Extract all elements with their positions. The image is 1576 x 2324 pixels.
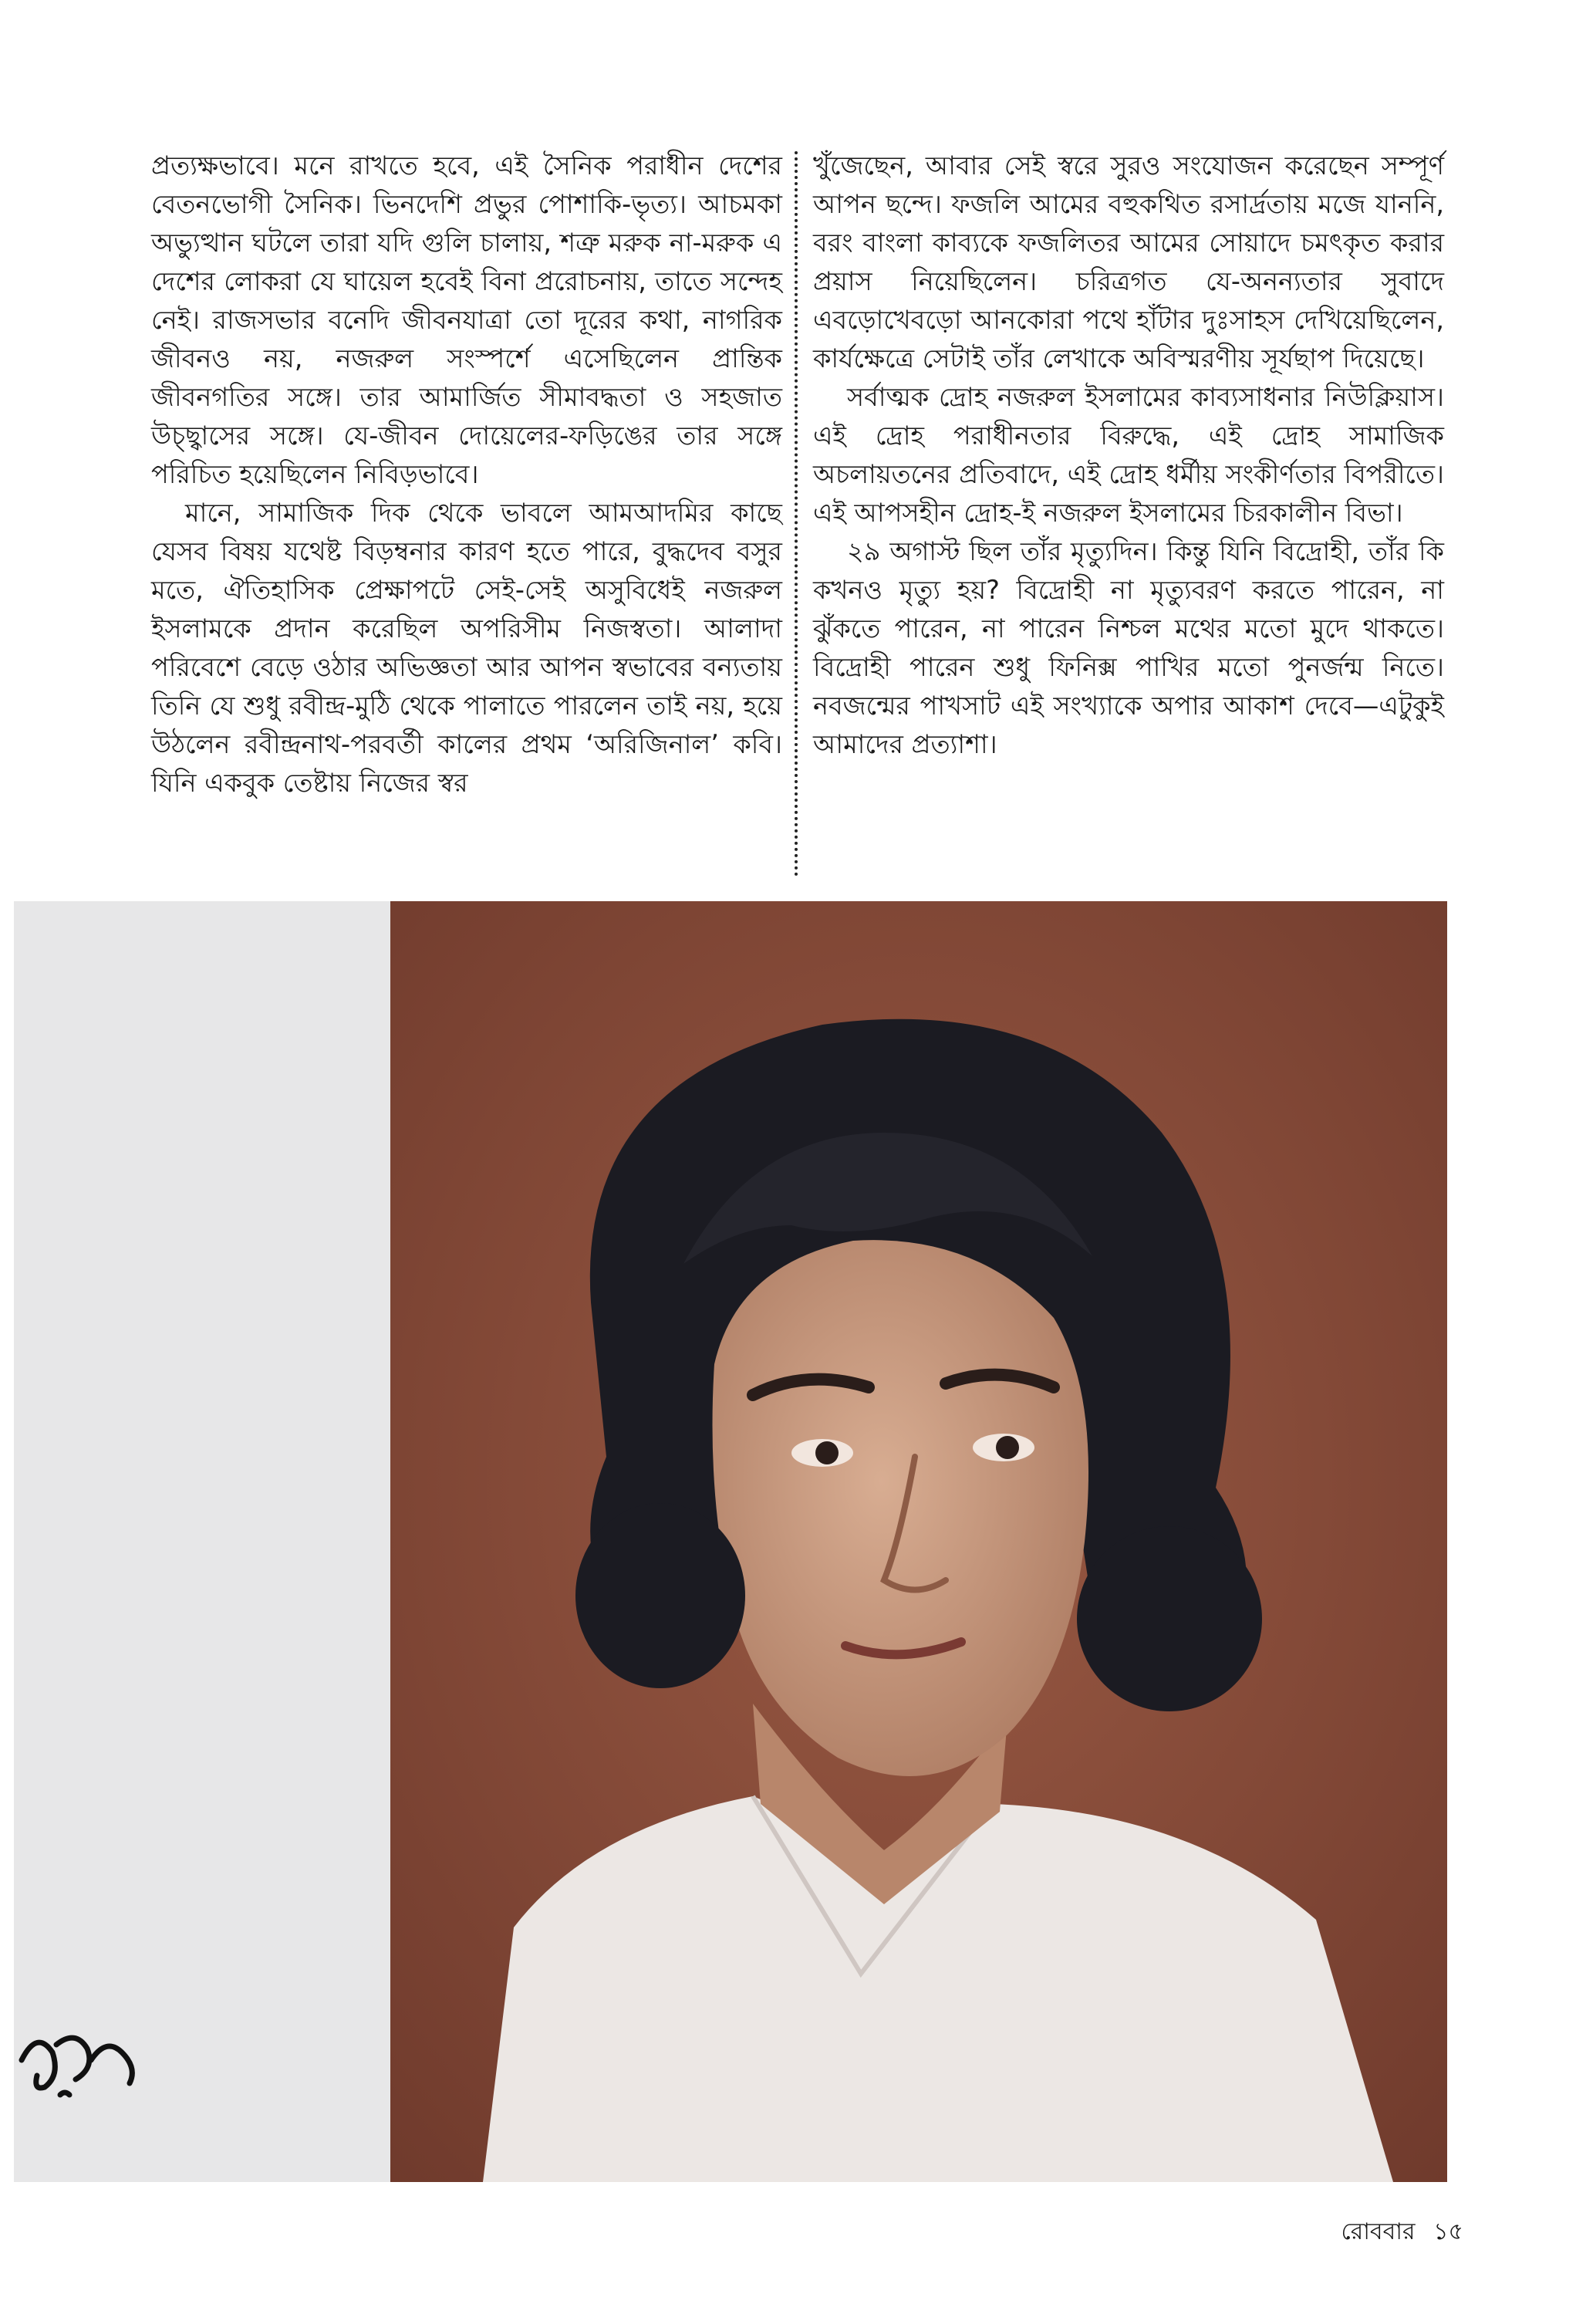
page-number: ১৫ (1433, 2218, 1463, 2245)
signature-mark (14, 2014, 145, 2106)
publication-name: রোববার (1341, 2218, 1416, 2245)
article-paragraph: সর্বাত্মক দ্রোহ নজরুল ইসলামের কাব্যসাধনার নিউক্লিয়াস। এই দ্রোহ পরাধীনতার বিরুদ্ধে, এই দ্রোহ সামাজিক অচলায়তনের প্রতিবাদে, এই দ্রোহ ধর্মীয় সংকীর্ণতার বিপরীতে। এই আপসহীন দ্রোহ-ই নজরুল ইসলামের চিরকালীন বিভা। (813, 382, 1445, 528)
signature-icon (14, 2014, 145, 2106)
article-paragraph: প্রত্যক্ষভাবে। মনে রাখতে হবে, এই সৈনিক পরাধীন দেশের বেতনভোগী সৈনিক। ভিনদেশি প্রভুর পোশাকি-ভৃত্য। আচমকা অভ্যুত্থান ঘটলে তারা যদি গুলি চালায়, শত্রু মরুক না-মরুক এ দেশের লোকরা যে ঘায়েল হবেই বিনা প্ররোচনায়, তাতে সন্দেহ নেই। রাজসভার বনেদি জীবনযাত্রা তো দূরের কথা, নাগরিক জীবনও নয়, নজরুল সংস্পর্শে এসেছিলেন প্রান্তিক জীবনগতির সঙ্গে। তার আমার্জিত সীমাবদ্ধতা ও সহজাত উচ্ছ্বাসের সঙ্গে। যে-জীবন দোয়েলের-ফড়িঙের তার সঙ্গে পরিচিত হয়েছিলেন নিবিড়ভাবে। (151, 150, 782, 489)
article-paragraph: মানে, সামাজিক দিক থেকে ভাবলে আমআদমির কাছে যেসব বিষয় যথেষ্ট বিড়ম্বনার কারণ হতে পারে, বুদ্ধদেব বসুর মতে, ঐতিহাসিক প্রেক্ষাপটে সেই-সেই অসুবিধেই নজরুল ইসলামকে প্রদান করেছিল অপরিসীম নিজস্বতা। আলাদা পরিবেশে বেড়ে ওঠার অভিজ্ঞতা আর আপন স্বভাবের বন্যতায় তিনি যে শুধু রবীন্দ্র-মুঠি থেকে পালাতে পারলেন তাই নয়, হয়ে উঠলেন রবীন্দ্রনাথ-পরবর্তী কালের প্রথম ‘অরিজিনাল’ কবি। যিনি একবুক তেষ্টায় নিজের স্বর (151, 498, 782, 798)
article-right-column (813, 147, 1444, 764)
article-paragraph: খুঁজেছেন, আবার সেই স্বরে সুরও সংযোজন করেছেন সম্পূর্ণ আপন ছন্দে। ফজলি আমের বহুকথিত রসার্দ্রতায় মজে যাননি, বরং বাংলা কাব্যকে ফজলিতর আমের সোয়াদে চমৎকৃত করার প্রয়াস নিয়েছিলেন। চরিত্রগত যে-অনন্যতার সুবাদে এবড়োখেবড়ো আনকোরা পথে হাঁটার দুঃসাহস দেখিয়েছিলেন, কার্যক্ষেত্রে সেটাই তাঁর লেখাকে অবিস্মরণীয় সূর্যছাপ দিয়েছে। (813, 150, 1444, 373)
side-panel (14, 901, 393, 2182)
article-paragraph: ২৯ অগাস্ট ছিল তাঁর মৃত্যুদিন। কিন্তু যিনি বিদ্রোহী, তাঁর কি কখনও মৃত্যু হয়? বিদ্রোহী না মৃত্যুবরণ করতে পারেন, না ঝুঁকতে পারেন, না পারেন নিশ্চল মথের মতো মুদে থাকতে। বিদ্রোহী পারেন শুধু ফিনিক্স পাখির মতো পুনর্জন্ম নিতে। নবজন্মের পাখসাট এই সংখ্যাকে অপার আকাশ দেবে—এটুকুই আমাদের প্রত্যাশা। (813, 536, 1444, 759)
column-divider (795, 151, 798, 877)
page-footer (1341, 2213, 1463, 2252)
portrait-illustration (390, 901, 1447, 2182)
article-left-column (151, 147, 782, 802)
portrait-photo (390, 901, 1447, 2182)
